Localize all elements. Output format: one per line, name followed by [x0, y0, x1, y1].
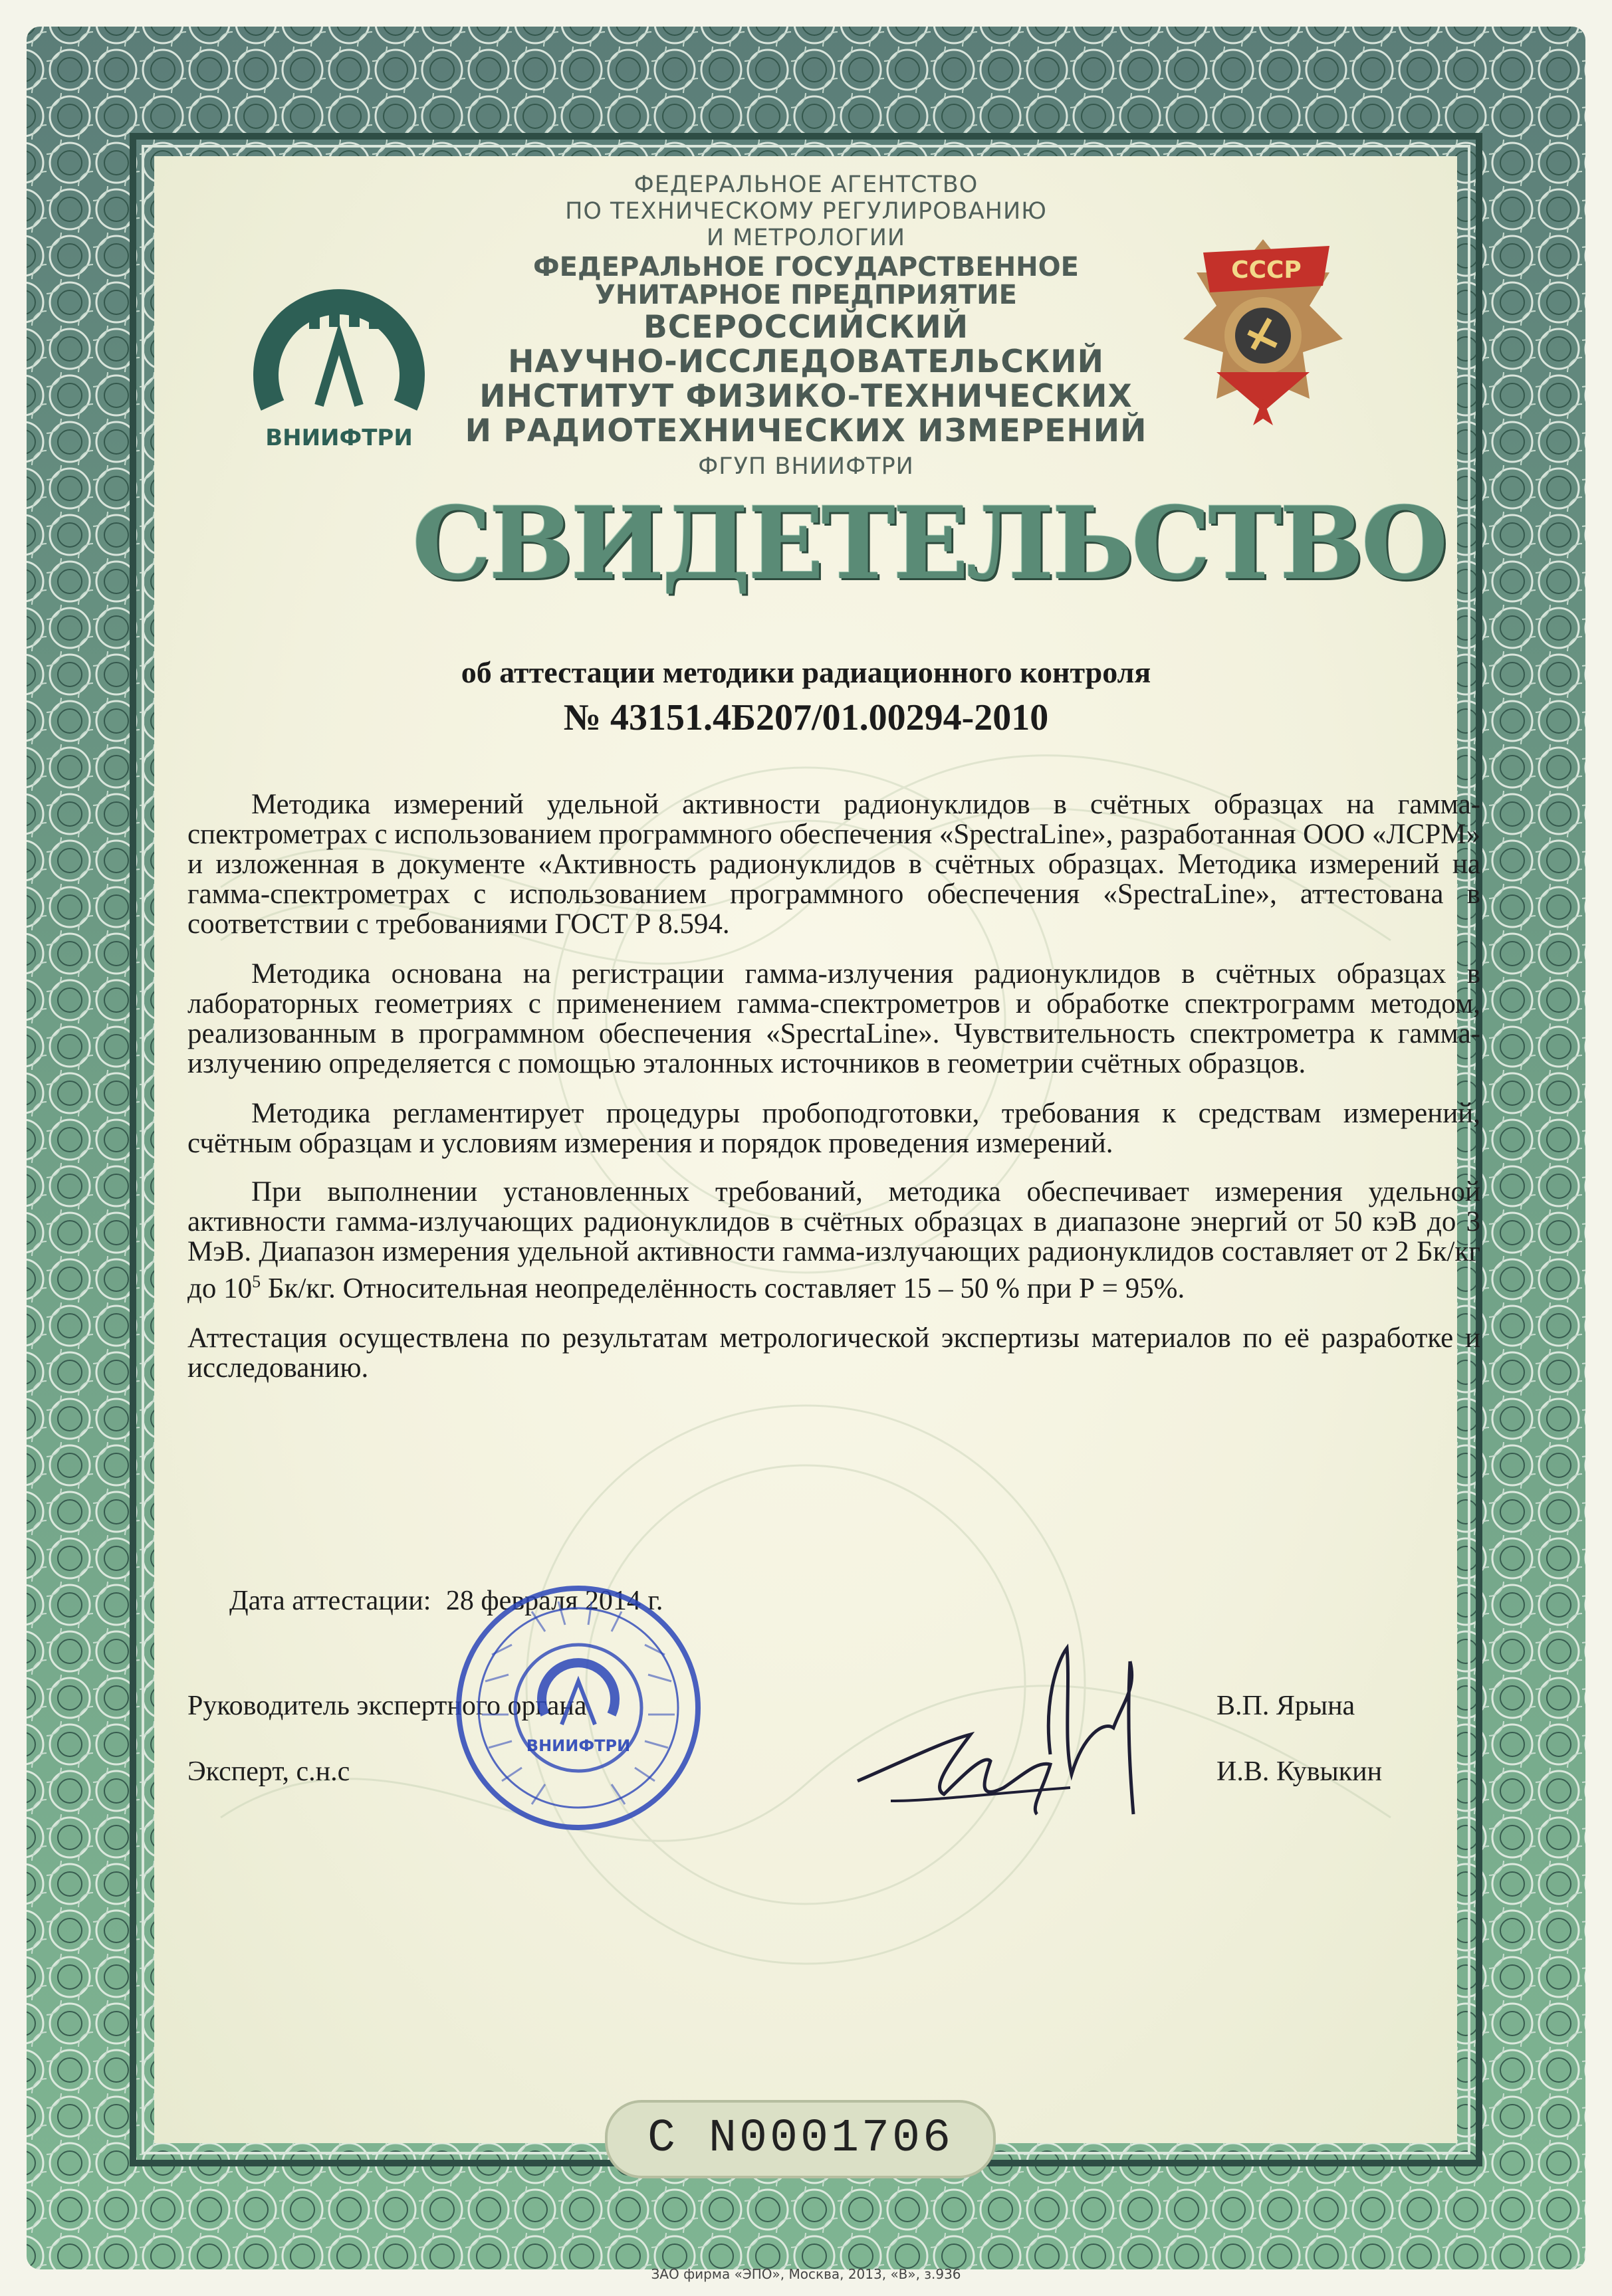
paragraph-4-end: Бк/кг. Относительная неопределённость составляет 15 – 50 % при Р = 95%.: [261, 1273, 1185, 1305]
enterprise-line-1: ФЕДЕРАЛЬНОЕ ГОСУДАРСТВЕННОЕ: [533, 252, 1079, 282]
head-role: Руководитель экспертного органа: [187, 1691, 587, 1721]
institute-line-1: ВСЕРОССИЙСКИЙ: [643, 309, 969, 346]
institute-line-4: И РАДИОТЕХНИЧЕСКИХ ИЗМЕРЕНИЙ: [465, 413, 1147, 449]
paragraph-4-exponent: 5: [252, 1272, 261, 1291]
institute-line-2: НАУЧНО-ИССЛЕДОВАТЕЛЬСКИЙ: [508, 344, 1104, 380]
certificate-subtitle: об аттестации методики радиационного контроля: [461, 655, 1151, 689]
agency-line-3: И МЕТРОЛОГИИ: [706, 225, 906, 251]
head-name: В.П. Ярына: [1216, 1691, 1355, 1721]
svg-text:СССР: СССР: [1231, 257, 1302, 284]
expert-signature: [851, 1701, 1090, 1821]
institute-abbr: ФГУП ВНИИФТРИ: [698, 453, 914, 480]
paragraph-1: Методика измерений удельной активности радионуклидов в счётных образцах на гамма-спектрометрах с использованием программного обеспечения «SpectraLine», разработанная ООО «ЛСРМ» и изложенная в документе «Активность радионуклидов в счётных образцах. Методика измерений на гамма-спектрометрах с использованием программного обеспечения «SpectraLine», аттестована в соответствии с требованиями ГОСТ Р 8.594.: [187, 789, 1480, 940]
body-text: [187, 789, 1480, 1383]
certificate-title: СВИДЕТЕЛЬСТВО: [412, 485, 1446, 602]
paragraph-4-start: При выполнении установленных требований, методика обеспечивает измерения удельной активности гамма-излучающих радионуклидов в счётных образцах в диапазоне энергий от 50 кэВ до 3 МэВ. Диапазон измерения удельной активности гамма-излучающих радионуклидов составляет от 2 Бк/кг до 10: [187, 1176, 1480, 1305]
institute-line-3: ИНСТИТУТ ФИЗИКО-ТЕХНИЧЕСКИХ: [479, 378, 1133, 415]
printer-footer: ЗАО фирма «ЭПО», Москва, 2013, «В», з.936: [651, 2266, 961, 2282]
official-stamp: [452, 1582, 705, 1834]
certificate-number: № 43151.4Б207/01.00294-2010: [563, 697, 1049, 738]
date-label: Дата аттестации:: [229, 1586, 431, 1616]
enterprise-line-2: УНИТАРНОЕ ПРЕДПРИЯТИЕ: [595, 280, 1017, 310]
paragraph-5: Аттестация осуществлена по результатам метрологической экспертизы материалов по её разработке и исследованию.: [187, 1322, 1480, 1384]
svg-text:ВНИИФТРИ: ВНИИФТРИ: [265, 425, 413, 451]
expert-role: Эксперт, с.н.с: [187, 1756, 350, 1787]
serial-number: С N0001706: [605, 2100, 996, 2178]
agency-line-1: ФЕДЕРАЛЬНОЕ АГЕНТСТВО: [633, 171, 979, 198]
date-value: 28 февраля 2014 г.: [445, 1586, 663, 1616]
paragraph-3: Методика регламентирует процедуры пробоподготовки, требования к средствам измерений, счётным образцам и условиям измерения и порядок проведения измерений.: [187, 1098, 1480, 1159]
svg-text:ВНИИФТРИ: ВНИИФТРИ: [526, 1736, 631, 1755]
agency-line-2: ПО ТЕХНИЧЕСКОМУ РЕГУЛИРОВАНИЮ: [565, 198, 1047, 225]
paragraph-2: Методика основана на регистрации гамма-излучения радионуклидов в счётных образцах в лабораторных геометриях с применением гамма-спектрометров и обработке спектрограмм методом, реализованным в программном обеспечения «SpecrtaLine». Чувствительность спектрометра к гамма-излучению определяется с помощью эталонных источников в геометрии счётных образцов.: [187, 958, 1480, 1079]
paragraph-4: [187, 1177, 1480, 1303]
expert-name: И.В. Кувыкин: [1216, 1756, 1383, 1787]
